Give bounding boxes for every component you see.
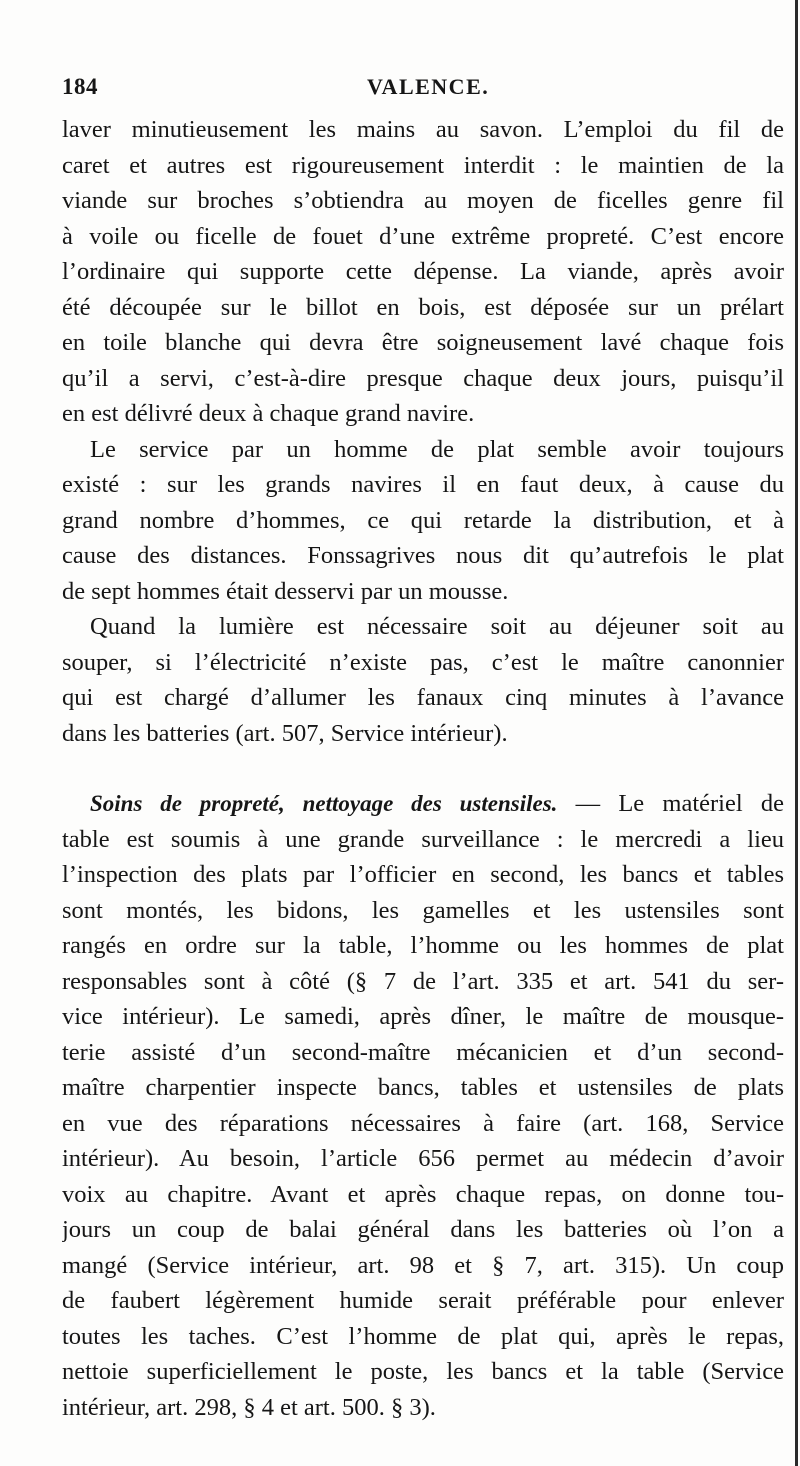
text-line: intérieur, art. 298, § 4 et art. 500. § 3). [62,1393,436,1421]
text-line: maître charpentier inspecte bancs, tables et ustensiles de plats [62,1074,784,1101]
text-line: intérieur). Au besoin, l’article 656 permet au médecin d’avoir [62,1145,784,1172]
text-line: été découpée sur le billot en bois, est déposée sur un prélart [62,293,784,321]
running-title: VALENCE. [367,74,490,99]
text-line: qu’il a servi, c’est-à-dire presque chaque deux jours, puisqu’il [62,364,784,392]
page-header [62,74,784,104]
text-line: caret et autres est rigoureusement interdit : le maintien de la [62,151,784,179]
text-line: à voile ou ficelle de fouet d’une extrême propreté. C’est encore [62,222,784,250]
text-line: grand nombre d’hommes, ce qui retarde la distribution, et à [62,506,784,534]
text-line: mangé (Service intérieur, art. 98 et § 7, art. 315). Un coup [62,1251,784,1279]
text-line [62,786,784,822]
section-heading: Soins de propreté, nettoyage des ustensiles. [90,791,558,816]
text-line: cause des distances. Fonssagrives nous dit qu’autrefois le plat [62,542,784,569]
text-line: souper, si l’électricité n’existe pas, c’est le maître canonnier [62,648,784,676]
text-line: voix au chapitre. Avant et après chaque repas, on donne tou- [62,1180,784,1208]
text-line: qui est chargé d’allumer les fanaux cinq minutes à l’avance [62,684,784,711]
text-line: en vue des réparations nécessaires à faire (art. 168, Service [62,1109,784,1137]
text-line: toutes les taches. C’est l’homme de plat qui, après le repas, [62,1322,784,1350]
text-line: l’inspection des plats par l’officier en second, les bancs et tables [62,861,784,888]
body-text [62,112,784,1425]
heading-tail: — Le matériel de [557,790,784,817]
paragraph-3 [62,609,784,751]
text-line: vice intérieur). Le samedi, après dîner, le maître de mousque- [62,1003,784,1030]
text-line: l’ordinaire qui supporte cette dépense. La viande, après avoir [62,258,784,285]
text-line: responsables sont à côté (§ 7 de l’art. 335 et art. 541 du ser- [62,967,784,995]
text-line: laver minutieusement les mains au savon. L’emploi du fil de [62,116,784,143]
text-line: Le service par un homme de plat semble avoir toujours [90,435,784,463]
text-line: existé : sur les grands navires il en faut deux, à cause du [62,471,784,498]
text-line: dans les batteries (art. 507, Service intérieur). [62,719,508,747]
paragraph-1 [62,112,784,432]
page-number: 184 [62,74,98,99]
text-line: sont montés, les bidons, les gamelles et les ustensiles sont [62,896,784,924]
text-line: rangés en ordre sur la table, l’homme ou les hommes de plat [62,932,784,959]
paragraph-2 [62,432,784,610]
text-line: Quand la lumière est nécessaire soit au déjeuner soit au [90,613,784,640]
text-line: viande sur broches s’obtiendra au moyen de ficelles genre fil [62,187,784,214]
text-line: en est délivré deux à chaque grand navire. [62,400,475,427]
paragraph-4 [62,786,784,1425]
page-edge-border [795,0,798,1466]
text-line: de sept hommes était desservi par un mousse. [62,577,509,605]
text-line: en toile blanche qui devra être soigneusement lavé chaque fois [62,329,784,356]
section-spacer [62,751,784,786]
text-line: jours un coup de balai général dans les batteries où l’on a [62,1216,784,1243]
text-line: table est soumis à une grande surveillance : le mercredi a lieu [62,825,784,853]
text-line: de faubert légèrement humide serait préférable pour enlever [62,1287,784,1314]
text-line: nettoie superficiellement le poste, les bancs et la table (Service [62,1358,784,1385]
text-line: terie assisté d’un second-maître mécanicien et d’un second- [62,1038,784,1066]
